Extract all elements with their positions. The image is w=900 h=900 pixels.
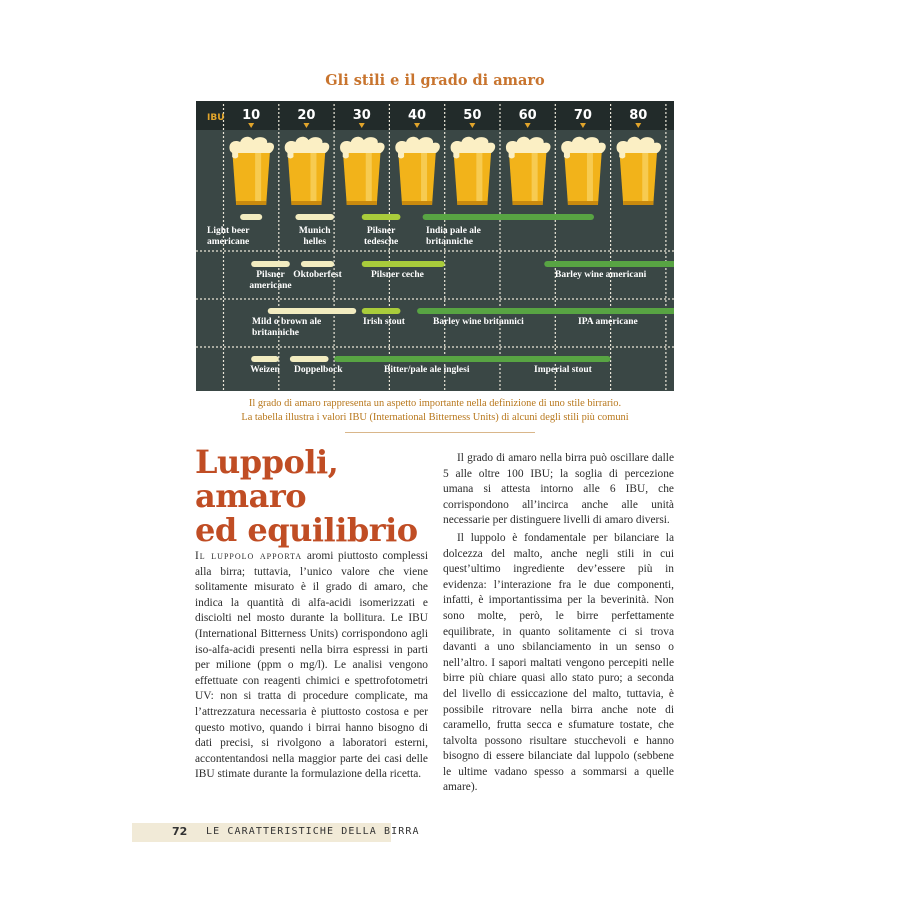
ibu-axis-label: IBU (207, 113, 225, 123)
style-label: Barley wine britannici (433, 317, 524, 327)
beer-glass-icon (285, 137, 330, 205)
glass-foam (229, 137, 274, 153)
glass-base (347, 201, 377, 205)
left-paragraph-text: aromi piuttosto complessi alla birra; tuttavia, l’unico valore che viene solitamente misurato è il grado di amaro, che indica la quantità di alfa-acidi isomerizzati e disciolti nel mosto durante la bollitura. Le IBU (International Bitterness Units) corrispondono agli iso-alfa-acidi presenti nella birra espressi in parti per milione (ppm o mg/l). Le analisi vengono effettuate con reagenti chimici e spettrofotometri UV: non si tratta di procedure complicate, ma l’attrezzatura necessaria è piuttosto costosa e per questo motivo, quando i birrai hanno bisogno di dati precisi, si rivolgono a laboratori esterni, accontentandosi nella maggior parte dei casi delle IBU stimate durante la formulazione della ricetta. (195, 550, 429, 781)
style-range-bar (334, 356, 511, 362)
glass-base (568, 201, 598, 205)
style-label: Pilsner tedesche (363, 226, 399, 247)
glass-body (232, 149, 270, 205)
style-label: Light beer americane (207, 226, 250, 247)
glass-foam (340, 137, 385, 153)
style-range-bar (251, 261, 290, 267)
glass-base (291, 201, 321, 205)
beer-glass-icon (506, 137, 551, 205)
style-range-bar (494, 356, 610, 362)
page-number: 72 (172, 825, 188, 838)
heading-line-1: Luppoli, (195, 443, 339, 481)
caption-divider (345, 432, 535, 433)
style-range-bar (423, 214, 594, 220)
glass-foam (451, 137, 496, 153)
glass-body (287, 149, 325, 205)
ibu-tick-label: 70 (573, 108, 592, 123)
heading-line-3: ed equilibrio (195, 511, 418, 549)
style-label: Irish stout (363, 317, 405, 327)
ibu-tick-label: 10 (242, 108, 261, 123)
style-range-bar (268, 308, 356, 314)
right-paragraph-1: Il grado di amaro nella birra può oscillare dalle 5 alle oltre 100 IBU; la soglia di percezione umana si attesta intorno alle 6 IBU, che corrispondono all’incirca anche alle unità necessarie per distinguere livelli di amaro diversi. (443, 452, 674, 527)
glass-base (457, 201, 487, 205)
lead-in: Il luppolo apporta (195, 550, 303, 562)
caption-line-1: Il grado di amaro rappresenta un aspetto importante nella definizione di uno stile birrario. (248, 398, 622, 409)
style-range-bar (290, 356, 329, 362)
style-label: Weizen (250, 365, 280, 375)
style-label: Munich helles (298, 226, 331, 247)
foam-drip (287, 151, 293, 159)
glass-base (623, 201, 653, 205)
caption-line-2: La tabella illustra i valori IBU (International Bitterness Units) di alcuni degli stili più comuni (241, 412, 629, 423)
ibu-tick-label: 80 (629, 108, 648, 123)
glass-highlight (421, 153, 427, 201)
beer-glass-icon (229, 137, 274, 205)
glass-highlight (476, 153, 482, 201)
right-column (443, 451, 674, 796)
ibu-tick-label: 50 (463, 108, 482, 123)
glass-base (402, 201, 432, 205)
ibu-chart (196, 101, 674, 391)
glass-base (513, 201, 543, 205)
ibu-tick-label: 40 (408, 108, 427, 123)
glass-foam (285, 137, 330, 153)
ibu-tick-label: 20 (297, 108, 316, 123)
beer-glass-icon (617, 137, 662, 205)
glass-highlight (532, 153, 538, 201)
glass-body (564, 149, 602, 205)
style-range-bar (544, 261, 674, 267)
style-range-bar (362, 308, 401, 314)
glass-base (236, 201, 266, 205)
left-column (195, 549, 428, 783)
beer-glass-icon (340, 137, 385, 205)
style-range-bar (295, 214, 334, 220)
style-range-bar (528, 308, 674, 314)
foam-drip (619, 151, 625, 159)
glass-highlight (587, 153, 593, 201)
beer-glass-icon (451, 137, 496, 205)
style-label: Barley wine americani (555, 270, 647, 280)
glass-highlight (366, 153, 372, 201)
style-label: Imperial stout (534, 365, 592, 375)
foam-drip (343, 151, 349, 159)
style-label: Mild o brown ale britanniche (252, 317, 322, 338)
style-range-bar (240, 214, 262, 220)
running-title: LE CARATTERISTICHE DELLA BIRRA (206, 826, 420, 837)
glass-foam (395, 137, 440, 153)
foam-drip (398, 151, 404, 159)
glass-body (343, 149, 381, 205)
style-range-bar (362, 214, 401, 220)
style-label: IPA americane (578, 317, 638, 327)
beer-glass-icon (561, 137, 606, 205)
style-label: Doppelbock (294, 365, 343, 375)
chart-title: Gli stili e il grado di amaro (325, 72, 545, 89)
glass-highlight (310, 153, 316, 201)
beer-glass-icon (395, 137, 440, 205)
style-range-bar (301, 261, 334, 267)
ibu-tick-label: 30 (352, 108, 371, 123)
right-paragraph-2: Il luppolo è fondamentale per bilanciare la dolcezza del malto, anche negli stili in cui quest’ultimo ingrediente dev’essere più in evidenza: l’interazione fra le due componenti, infatti, è importantissima per la beverinità. Non sono molte, però, le birre perfettamente equilibrate, in quanto solitamente ci si trova davanti a uno sbilanciamento in un senso o nell’altro. I sapori maltati vengono percepiti nelle birre più chiare quasi allo stato puro; a seconda del livello di essiccazione del malto, tuttavia, è possibile ritrovare nella birra anche note di caramello, frutta secca e sfumature tostate, che talvolta possono risultare stucchevoli e hanno bisogno di essere bilanciate dal luppolo (sebbene le ultime vadano spesso a sommarsi a quelle amare). (443, 531, 674, 794)
chart-header (196, 101, 674, 130)
article-heading (195, 445, 425, 547)
glass-body (509, 149, 547, 205)
glass-body (619, 149, 657, 205)
foam-drip (509, 151, 515, 159)
foam-drip (564, 151, 570, 159)
left-paragraph (195, 549, 428, 783)
ibu-tick-label: 60 (518, 108, 537, 123)
style-range-bar (362, 261, 445, 267)
glass-highlight (642, 153, 648, 201)
foam-drip (453, 151, 459, 159)
foam-drip (232, 151, 238, 159)
glass-highlight (255, 153, 261, 201)
glass-foam (617, 137, 662, 153)
style-label: Bitter/pale ale inglesi (384, 365, 470, 375)
heading-line-2: amaro (195, 477, 307, 515)
ibu-chart-svg (196, 101, 674, 391)
style-label: Oktoberfest (293, 270, 342, 280)
style-label: Pilsner ceche (371, 270, 424, 280)
glass-foam (506, 137, 551, 153)
style-range-bar (251, 356, 279, 362)
glass-foam (561, 137, 606, 153)
glass-body (453, 149, 491, 205)
style-label: Pilsner americane (249, 270, 292, 291)
glass-body (398, 149, 436, 205)
style-label: India pale ale britanniche (426, 226, 481, 247)
